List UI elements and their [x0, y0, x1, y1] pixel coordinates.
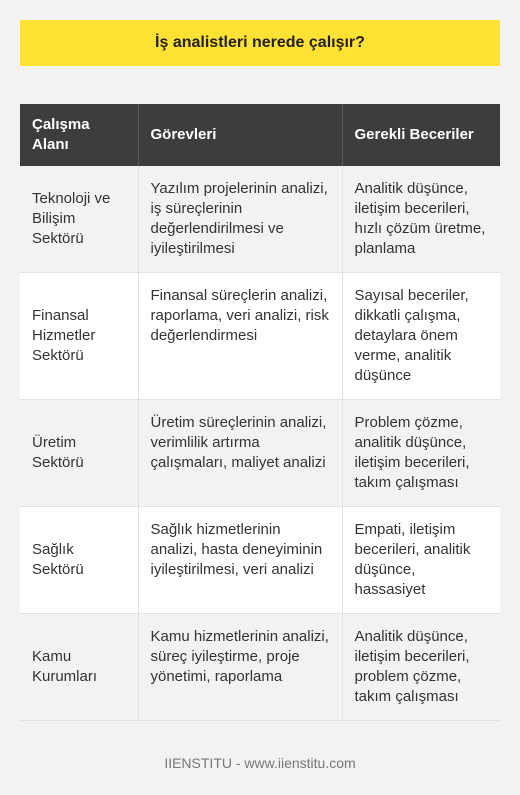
table-row: [20, 614, 500, 721]
cell-tasks: Kamu hizmetlerinin analizi, süreç iyileştirme, proje yönetimi, raporlama: [138, 614, 342, 721]
column-header-tasks: Görevleri: [138, 104, 342, 166]
table-row: [20, 273, 500, 400]
cell-area: Üretim Sektörü: [20, 400, 138, 507]
cell-area: Kamu Kurumları: [20, 614, 138, 721]
cell-tasks: Finansal süreçlerin analizi, raporlama, veri analizi, risk değerlendirmesi: [138, 273, 342, 400]
cell-skills: Analitik düşünce, iletişim becerileri, hızlı çözüm üretme, planlama: [342, 166, 500, 273]
page-title: [20, 20, 500, 66]
table-row: [20, 166, 500, 273]
cell-tasks: Yazılım projelerinin analizi, iş süreçlerinin değerlendirilmesi ve iyileştirilmesi: [138, 166, 342, 273]
column-header-skills: Gerekli Beceriler: [342, 104, 500, 166]
cell-area: Teknoloji ve Bilişim Sektörü: [20, 166, 138, 273]
footer-text: IIENSTITU - www.iienstitu.com: [164, 755, 356, 771]
cell-skills: Empati, iletişim becerileri, analitik düşünce, hassasiyet: [342, 507, 500, 614]
table-header-row: [20, 104, 500, 166]
cell-skills: Sayısal beceriler, dikkatli çalışma, detaylara önem verme, analitik düşünce: [342, 273, 500, 400]
page-title-text: İş analistleri nerede çalışır?: [155, 34, 365, 51]
cell-tasks: Üretim süreçlerinin analizi, verimlilik artırma çalışmaları, maliyet analizi: [138, 400, 342, 507]
cell-tasks: Sağlık hizmetlerinin analizi, hasta deneyiminin iyileştirilmesi, veri analizi: [138, 507, 342, 614]
cell-area: Sağlık Sektörü: [20, 507, 138, 614]
cell-skills: Analitik düşünce, iletişim becerileri, problem çözme, takım çalışması: [342, 614, 500, 721]
cell-skills: Problem çözme, analitik düşünce, iletişim becerileri, takım çalışması: [342, 400, 500, 507]
column-header-area: Çalışma Alanı: [20, 104, 138, 166]
workplaces-table: [20, 104, 500, 721]
table-row: [20, 400, 500, 507]
cell-area: Finansal Hizmetler Sektörü: [20, 273, 138, 400]
table-row: [20, 507, 500, 614]
footer-credit: [0, 755, 520, 771]
